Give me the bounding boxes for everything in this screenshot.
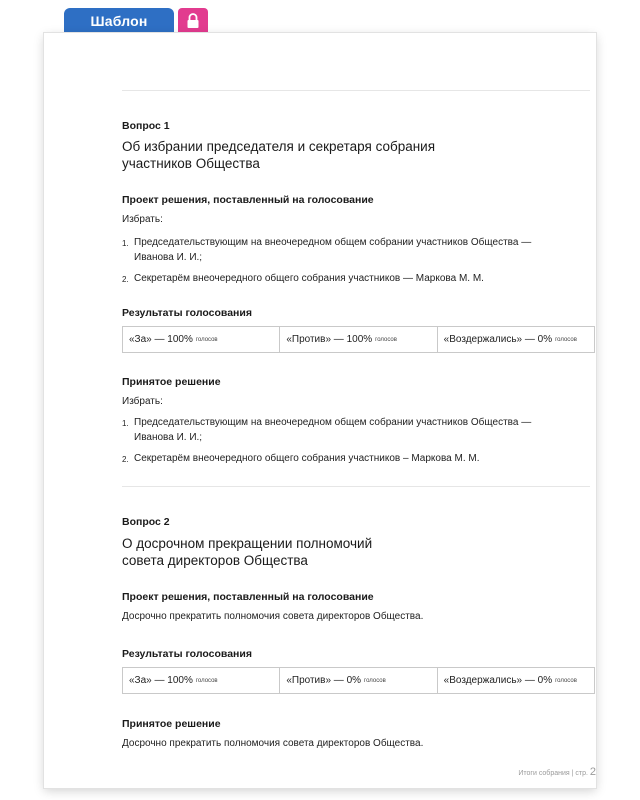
divider [122, 90, 590, 91]
list-item-line: Иванова И. И.; [134, 252, 203, 263]
document-page [44, 33, 596, 788]
page-number: 2 [589, 766, 596, 778]
result-for-text: «За» — 100% [129, 675, 193, 686]
q1-results-heading: Результаты голосования [122, 307, 252, 319]
question-1-label: Вопрос 1 [122, 120, 170, 132]
list-number: 1. [122, 239, 129, 248]
result-for [123, 327, 279, 352]
q1-decision-heading: Принятое решение [122, 376, 221, 388]
question-2-title [122, 535, 372, 569]
list-number: 2. [122, 455, 129, 464]
result-against-text: «Против» — 0% [286, 675, 362, 686]
result-abstained-text: «Воздержались» — 0% [443, 675, 553, 686]
q1-decision-intro: Избрать: [122, 396, 163, 407]
question-2-label: Вопрос 2 [122, 516, 170, 528]
q1-results-table [122, 326, 595, 353]
q2-results-table [122, 667, 595, 694]
result-unit: голосов [195, 677, 218, 684]
q1-decision-list [122, 415, 562, 467]
q2-decision-heading: Принятое решение [122, 718, 221, 730]
result-for [123, 668, 279, 693]
result-unit: голосов [555, 677, 577, 684]
question-2-title-line-1: О досрочном прекращении полномочий [122, 536, 373, 551]
result-against [279, 668, 436, 693]
page-footer [518, 766, 596, 778]
result-unit: голосов [195, 336, 218, 343]
question-1-title [122, 138, 435, 172]
list-item [122, 451, 562, 467]
result-unit: голосов [555, 336, 577, 343]
lock-tab[interactable] [178, 8, 208, 34]
list-number: 1. [122, 419, 129, 428]
list-item-line: Секретарём внеочередного общего собрания участников – Маркова М. М. [134, 453, 480, 464]
list-item [122, 235, 562, 265]
footer-label: Итоги собрания | стр. [518, 770, 588, 777]
template-tab[interactable]: Шаблон [64, 8, 174, 34]
list-item-line: Секретарём внеочередного общего собрания участников — Маркова М. М. [134, 273, 484, 284]
question-1-title-line-2: участников Общества [122, 156, 260, 171]
result-against-text: «Против» — 100% [286, 334, 373, 345]
result-for-text: «За» — 100% [129, 334, 193, 345]
list-item [122, 271, 562, 287]
result-abstained [437, 668, 594, 693]
lock-icon [186, 13, 200, 29]
q2-results-heading: Результаты голосования [122, 648, 252, 660]
list-item [122, 415, 562, 445]
result-against [279, 327, 436, 352]
question-1-title-line-1: Об избрании председателя и секретаря собрания [122, 139, 436, 154]
question-2-title-line-2: совета директоров Общества [122, 553, 308, 568]
q1-project-heading: Проект решения, поставленный на голосование [122, 194, 374, 206]
divider [122, 486, 590, 487]
result-abstained-text: «Воздержались» — 0% [443, 334, 553, 345]
list-number: 2. [122, 275, 129, 284]
q2-decision-text: Досрочно прекратить полномочия совета директоров Общества. [122, 738, 424, 749]
result-abstained [437, 327, 594, 352]
list-item-line: Председательствующим на внеочередном общем собрании участников Общества — [134, 417, 532, 428]
list-item-line: Иванова И. И.; [134, 432, 203, 443]
q2-project-text: Досрочно прекратить полномочия совета директоров Общества. [122, 611, 424, 622]
list-item-line: Председательствующим на внеочередном общем собрании участников Общества — [134, 237, 532, 248]
q1-project-intro: Избрать: [122, 214, 163, 225]
q2-project-heading: Проект решения, поставленный на голосование [122, 591, 374, 603]
result-unit: голосов [375, 336, 397, 343]
q1-project-list [122, 235, 562, 287]
result-unit: голосов [364, 677, 386, 684]
